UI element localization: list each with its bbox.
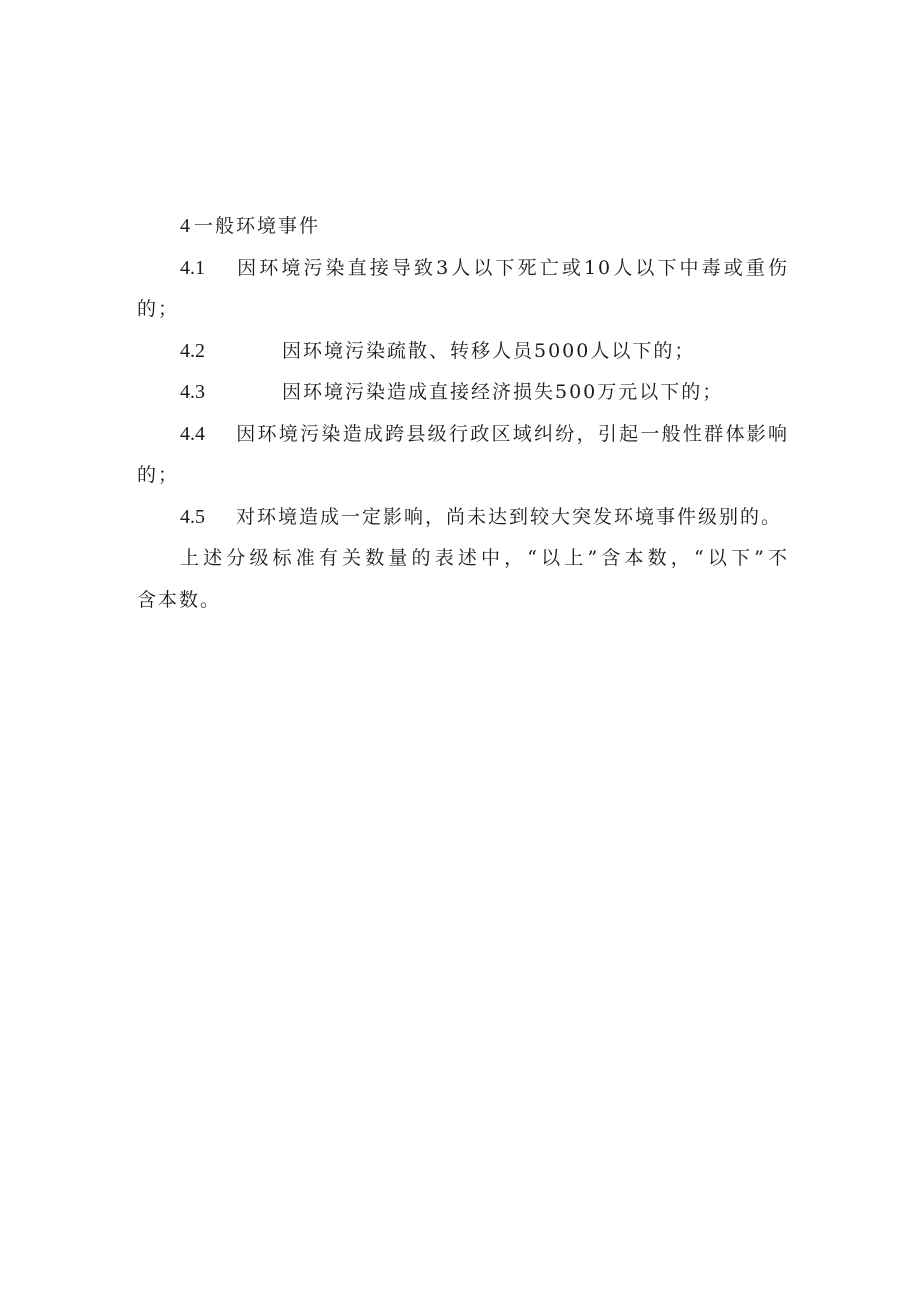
item-4-1-continuation: [137, 289, 789, 331]
item-text: 因环境污染造成直接经济损失500万元以下的；: [282, 381, 724, 403]
note-paragraph: [137, 538, 789, 580]
item-text: 因环境污染疏散、转移人员5000人以下的；: [282, 339, 696, 362]
note-text-continuation: 含本数。: [137, 588, 222, 611]
section-title: 一般环境事件: [194, 215, 321, 237]
section-heading: [137, 206, 789, 248]
section-number: 4: [180, 215, 190, 237]
item-4-4-continuation: [137, 455, 789, 497]
item-number: 4.2: [180, 339, 205, 362]
item-number: 4.5: [180, 505, 205, 528]
note-continuation: [137, 580, 789, 622]
item-text: 因环境污染直接导致3人以下死亡或10人以下中毒或重伤: [236, 256, 789, 279]
item-4-5: [137, 497, 789, 539]
item-text: 对环境造成一定影响，尚未达到较大突发环境事件级别的。: [236, 505, 783, 528]
item-text-continuation: 的；: [137, 298, 180, 320]
item-number: 4.1: [180, 256, 205, 279]
note-text: 上述分级标准有关数量的表述中，“以上”含本数，“以下”不: [180, 547, 789, 569]
item-text-continuation: 的；: [137, 464, 180, 486]
item-number: 4.4: [180, 422, 205, 445]
item-4-3: [137, 372, 789, 414]
item-4-1: [137, 248, 789, 290]
item-4-4: [137, 414, 789, 456]
document-body: [137, 206, 789, 621]
item-number: 4.3: [180, 381, 205, 403]
item-4-2: [137, 331, 789, 373]
item-text: 因环境污染造成跨县级行政区域纠纷，引起一般性群体影响: [236, 422, 789, 445]
